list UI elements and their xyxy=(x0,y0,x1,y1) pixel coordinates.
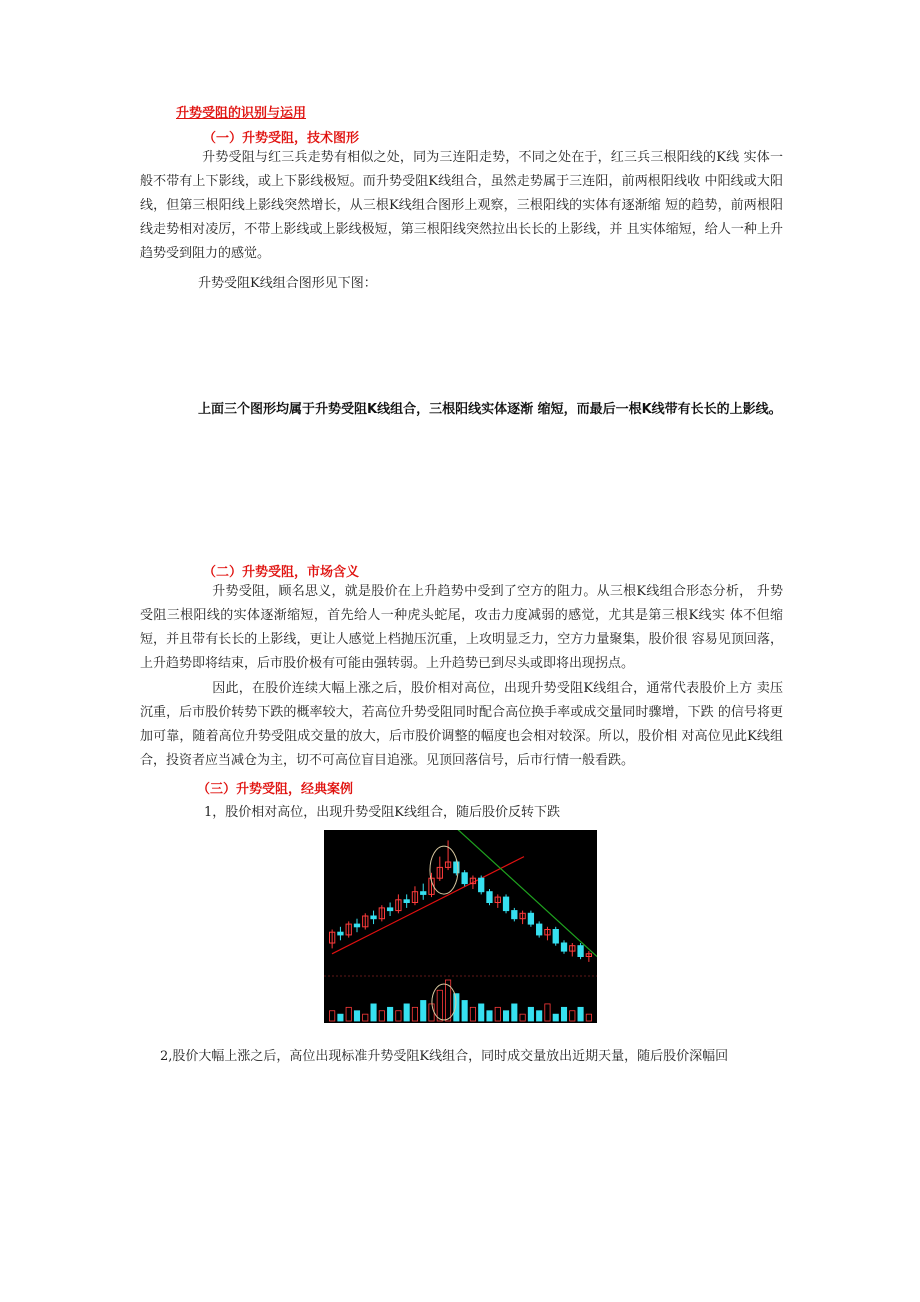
candle-body xyxy=(404,900,409,903)
candle-body xyxy=(537,924,542,935)
volume-bar xyxy=(371,1004,376,1021)
volume-bar xyxy=(586,1014,591,1021)
candle-body xyxy=(561,943,566,951)
volume-bar xyxy=(561,1007,566,1021)
volume-bar xyxy=(487,1011,492,1021)
up-trend-line xyxy=(332,857,524,954)
candle-body xyxy=(578,946,583,957)
figure-intro: 升势受阻K线组合图形见下图： xyxy=(198,276,377,291)
volume-bar xyxy=(528,1007,533,1021)
candle-body xyxy=(354,924,359,927)
volume-bar xyxy=(454,994,459,1021)
volume-bar xyxy=(429,1004,434,1021)
volume-bar xyxy=(553,1014,558,1021)
volume-bar xyxy=(354,1011,359,1021)
volume-bar xyxy=(379,1011,384,1021)
candle-body xyxy=(338,932,343,935)
volume-bar xyxy=(570,1011,575,1021)
section1-paragraph xyxy=(140,146,783,266)
volume-bar xyxy=(520,1014,525,1021)
volume-bar xyxy=(537,1011,542,1021)
volume-bar xyxy=(479,1004,484,1021)
volume-bar xyxy=(495,1007,500,1021)
candle-body xyxy=(479,878,484,892)
candle-body xyxy=(387,908,392,911)
candle-body xyxy=(503,897,508,911)
candle-body xyxy=(487,892,492,903)
volume-bar xyxy=(329,1011,334,1021)
volume-bar xyxy=(578,1007,583,1021)
section1-paragraph-text: 升势受阻与红三兵走势有相似之处，同为三连阳走势，不同之处在于，红三兵三根阳线的K线 实体一般不带有上下影线，或上下影线极短。而升势受阻K线组合，虽然走势属于三连阳，前两根阳线收 中阳线或大阳线，但第三根阳线上影线突然增长，从三根K线组合图形上观察，三根阳线的实体有逐渐缩 短的趋势，前两根阳线走势相对凌厉，不带上影线或上影线极短，第三根阳线突然拉出长长的上影线，并 且实体缩短，给人一种上升趋势受到阻力的感觉。 xyxy=(140,150,783,261)
volume-bar xyxy=(363,1014,368,1021)
candle-body xyxy=(528,913,533,924)
section3-heading: （三）升势受阻，经典案例 xyxy=(197,782,354,797)
volume-bar xyxy=(545,1004,550,1021)
section2-paragraph2 xyxy=(140,677,783,773)
highlight-ellipse-volume xyxy=(432,984,456,1020)
section1-heading: （一）升势受阻，技术图形 xyxy=(203,131,360,146)
down-trend-line xyxy=(452,830,597,957)
volume-bar xyxy=(470,1007,475,1021)
volume-bar xyxy=(437,990,442,1021)
volume-bar xyxy=(396,1011,401,1021)
candle-body xyxy=(421,892,426,895)
volume-bar xyxy=(503,1011,508,1021)
volume-bar xyxy=(338,1014,343,1021)
volume-bar xyxy=(421,1001,426,1022)
candle-body xyxy=(462,873,467,884)
volume-bar xyxy=(346,1007,351,1021)
volume-bar xyxy=(462,1001,467,1022)
volume-bar xyxy=(404,1004,409,1021)
case1-caption: 1，股价相对高位，出现升势受阻K线组合，随后股价反转下跌 xyxy=(204,805,560,820)
section2-paragraph1 xyxy=(140,580,783,676)
candle-body xyxy=(553,930,558,944)
doc-title: 升势受阻的识别与运用 xyxy=(176,106,307,121)
case2-caption: 2,股价大幅上涨之后，高位出现标准升势受阻K线组合，同时成交量放出近期天量，随后股价深幅回 xyxy=(160,1049,729,1064)
candle-body xyxy=(371,916,376,919)
volume-bar xyxy=(387,1007,392,1021)
volume-bar xyxy=(412,1007,417,1021)
figure-note: 上面三个图形均属于升势受阻K线组合，三根阳线实体逐渐 缩短，而最后一根K线带有长长的上影线。 xyxy=(198,402,782,417)
candle-body xyxy=(512,911,517,919)
volume-bar xyxy=(512,1004,517,1021)
kline-chart-svg xyxy=(324,830,597,1023)
section2-heading: （二）升势受阻，市场含义 xyxy=(203,565,360,580)
section2-paragraph2-text: 因此，在股价连续大幅上涨之后，股价相对高位，出现升势受阻K线组合，通常代表股价上方 卖压沉重，后市股价转势下跌的概率较大，若高位升势受阻同时配合高位换手率或成交量同时骤增，下跌 的信号将更加可靠，随着高位升势受阻成交量的放大，后市股价调整的幅度也会相对较深。所以，股价相 对高位见此K线组合，投资者应当减仓为主，切不可高位盲目追涨。见顶回落信号，后市行情一般看跌。 xyxy=(140,681,783,768)
case1-chart xyxy=(324,830,597,1023)
section2-paragraph1-text: 升势受阻，顾名思义，就是股价在上升趋势中受到了空方的阻力。从三根K线组合形态分析， 升势受阻三根阳线的实体逐渐缩短，首先给人一种虎头蛇尾，攻击力度减弱的感觉，尤其是第三根K线实 体不但缩短，并且带有长长的上影线，更让人感觉上档抛压沉重，上攻明显乏力，空方力量聚集，股价很 容易见顶回落，上升趋势即将结束，后市股价极有可能由强转弱。上升趋势已到尽头或即将出现拐点。 xyxy=(140,584,783,671)
